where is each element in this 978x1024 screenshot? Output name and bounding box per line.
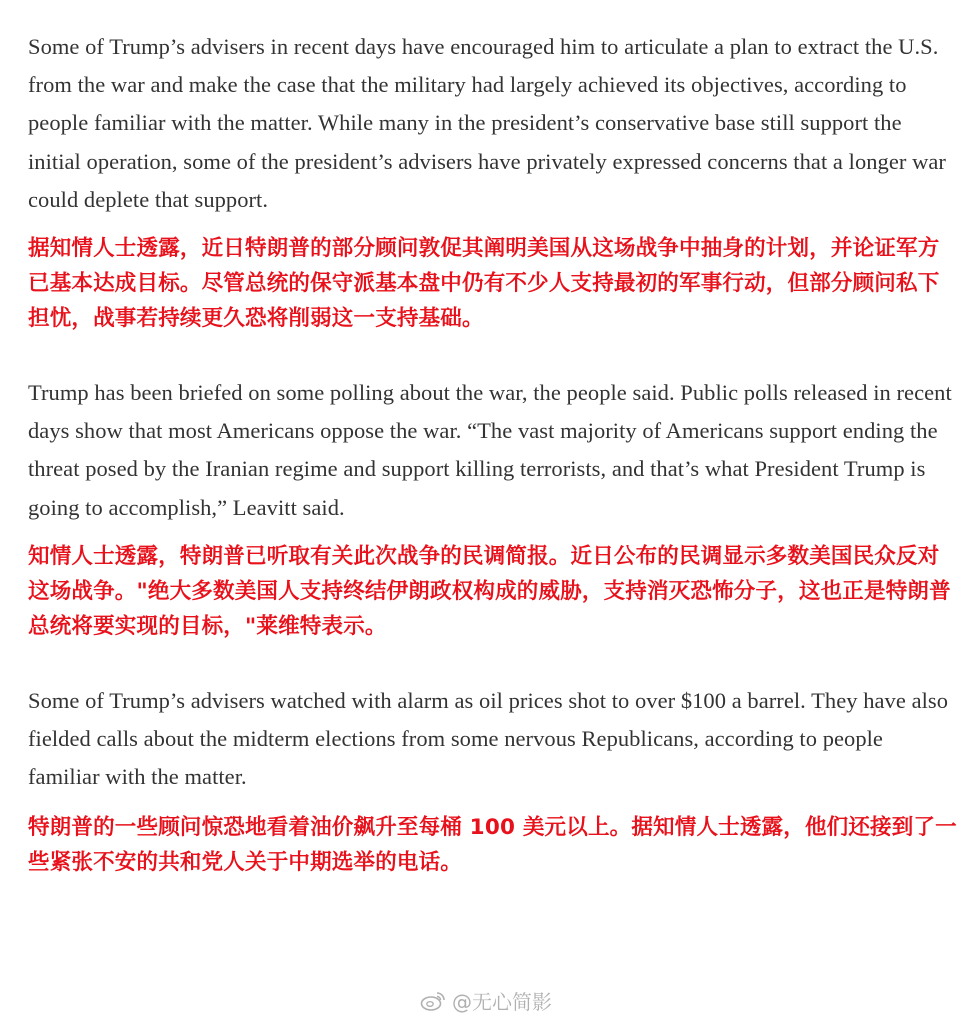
paragraph-english-1: Some of Trump’s advisers in recent days have encouraged him to articulate a plan to extract the U.S. from the war and make the case that the military had largely achieved its objectives, according to people familiar with the matter. While many in the president’s conservative base still support the initial operation, some of the president’s advisers have privately expressed concerns that a longer war could deplete that support. [28, 34, 946, 212]
watermark-text: @无心简影 [452, 990, 552, 1014]
paragraph-english-2: Trump has been briefed on some polling about the war, the people said. Public polls released in recent days show that most Americans oppose the war. “The vast majority of Americans support ending the threat posed by the Iranian regime and support killing terrorists, and that’s what President Trump is going to accomplish,” Leavitt said. [28, 380, 952, 520]
paragraph-chinese-3: 特朗普的一些顾问惊恐地看着油价飙升至每桶 100 美元以上。据知情人士透露，他们还接到了一些紧张不安的共和党人关于中期选举的电话。 [28, 815, 957, 876]
paragraph-chinese-2: 知情人士透露，特朗普已听取有关此次战争的民调简报。近日公布的民调显示多数美国民众反对这场战争。"绝大多数美国人支持终结伊朗政权构成的威胁，支持消灭恐怖分子，这也正是特朗普总统将要实现的目标，"莱维特表示。 [28, 543, 951, 639]
paragraph-chinese-1: 据知情人士透露，近日特朗普的部分顾问敦促其阐明美国从这场战争中抽身的计划，并论证军方已基本达成目标。尽管总统的保守派基本盘中仍有不少人支持最初的军事行动，但部分顾问私下担忧，战事若持续更久恐将削弱这一支持基础。 [28, 236, 940, 332]
weibo-icon [420, 990, 446, 1012]
article-body [28, 28, 958, 880]
watermark [420, 986, 552, 1015]
paragraph-english-3: Some of Trump’s advisers watched with alarm as oil prices shot to over $100 a barrel. They have also fielded calls about the midterm elections from some nervous Republicans, according to people familiar with the matter. [28, 687, 949, 790]
